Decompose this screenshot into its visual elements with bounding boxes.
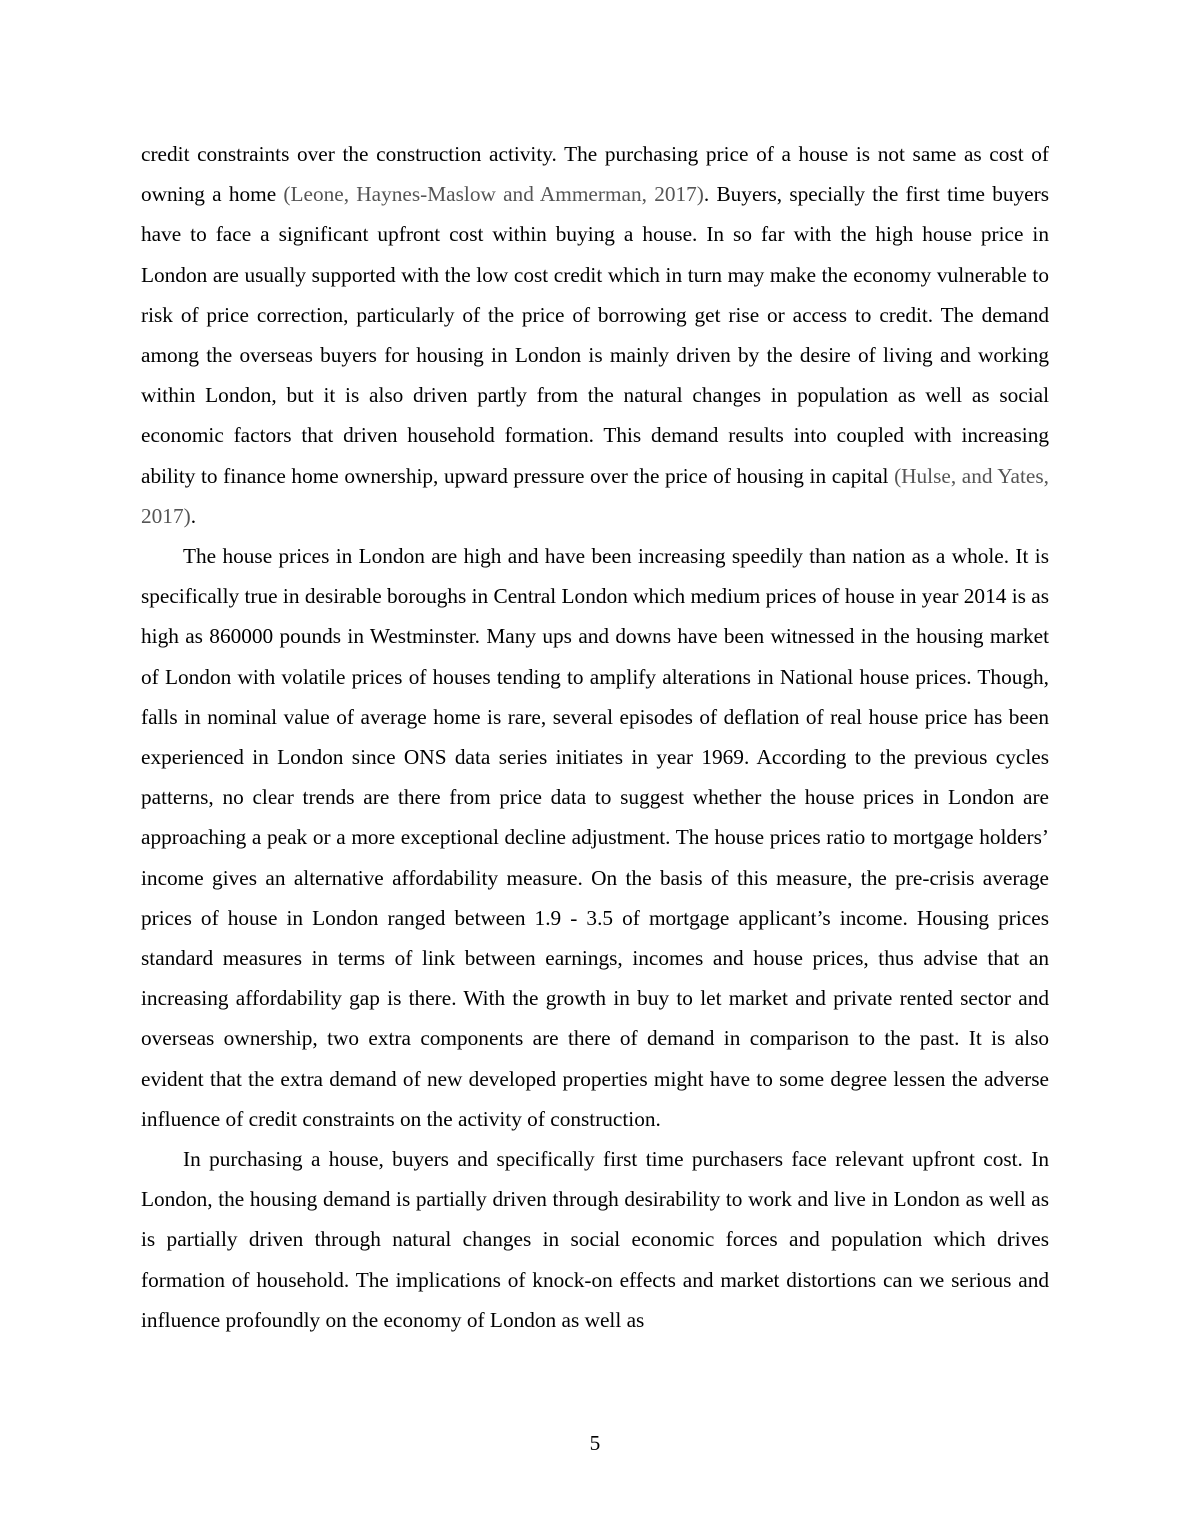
body-text bbox=[141, 134, 1049, 1340]
citation-leone-2017: (Leone, Haynes-Maslow and Ammerman, 2017) bbox=[283, 182, 704, 207]
paragraph-2: The house prices in London are high and have been increasing speedily than nation as a whole. It is specifically true in desirable boroughs in Central London which medium prices of house in year 2014 is as high as 860000 pounds in Westminster. Many ups and downs have been witnessed in the housing market of London with volatile prices of houses tending to amplify alterations in National house prices. Though, falls in nominal value of average home is rare, several episodes of deflation of real house price has been experienced in London since ONS data series initiates in year 1969. According to the previous cycles patterns, no clear trends are there from price data to suggest whether the house prices in London are approaching a peak or a more exceptional decline adjustment. The house prices ratio to mortgage holders’ income gives an alternative affordability measure. On the basis of this measure, the pre-crisis average prices of house in London ranged between 1.9 - 3.5 of mortgage applicant’s income. Housing prices standard measures in terms of link between earnings, incomes and house prices, thus advise that an increasing affordability gap is there. With the growth in buy to let market and private rented sector and overseas ownership, two extra components are there of demand in comparison to the past. It is also evident that the extra demand of new developed properties might have to some degree lessen the adverse influence of credit constraints on the activity of construction. bbox=[141, 544, 1049, 1131]
page-number: 5 bbox=[589, 1431, 601, 1455]
paragraph-1 bbox=[141, 134, 1049, 536]
paragraph-3: In purchasing a house, buyers and specifically first time purchasers face relevant upfront cost. In London, the housing demand is partially driven through desirability to work and live in London as well as is partially driven through natural changes in social economic forces and population which drives formation of household. The implications of knock-on effects and market distortions can we serious and influence profoundly on the economy of London as well as bbox=[141, 1147, 1049, 1332]
paragraph-1-text-b: . Buyers, specially the first time buyers have to face a significant upfront cost within buying a house. In so far with the high house price in London are usually supported with the low cost credit which in turn may make the economy vulnerable to risk of price correction, particularly of the price of borrowing get rise or access to credit. The demand among the overseas buyers for housing in London is mainly driven by the desire of living and working within London, but it is also driven partly from the natural changes in population as well as social economic factors that driven household formation. This demand results into coupled with increasing ability to finance home ownership, upward pressure over the price of housing in capital bbox=[141, 182, 1049, 488]
paragraph-1-text-c: . bbox=[190, 503, 197, 528]
citation-hulse-2017: (Hulse, and Yates, 2017) bbox=[141, 463, 1049, 528]
paragraph-1-text-a: credit constraints over the construction activity. The purchasing price of a house is not same as cost of owning a home bbox=[141, 142, 1049, 207]
